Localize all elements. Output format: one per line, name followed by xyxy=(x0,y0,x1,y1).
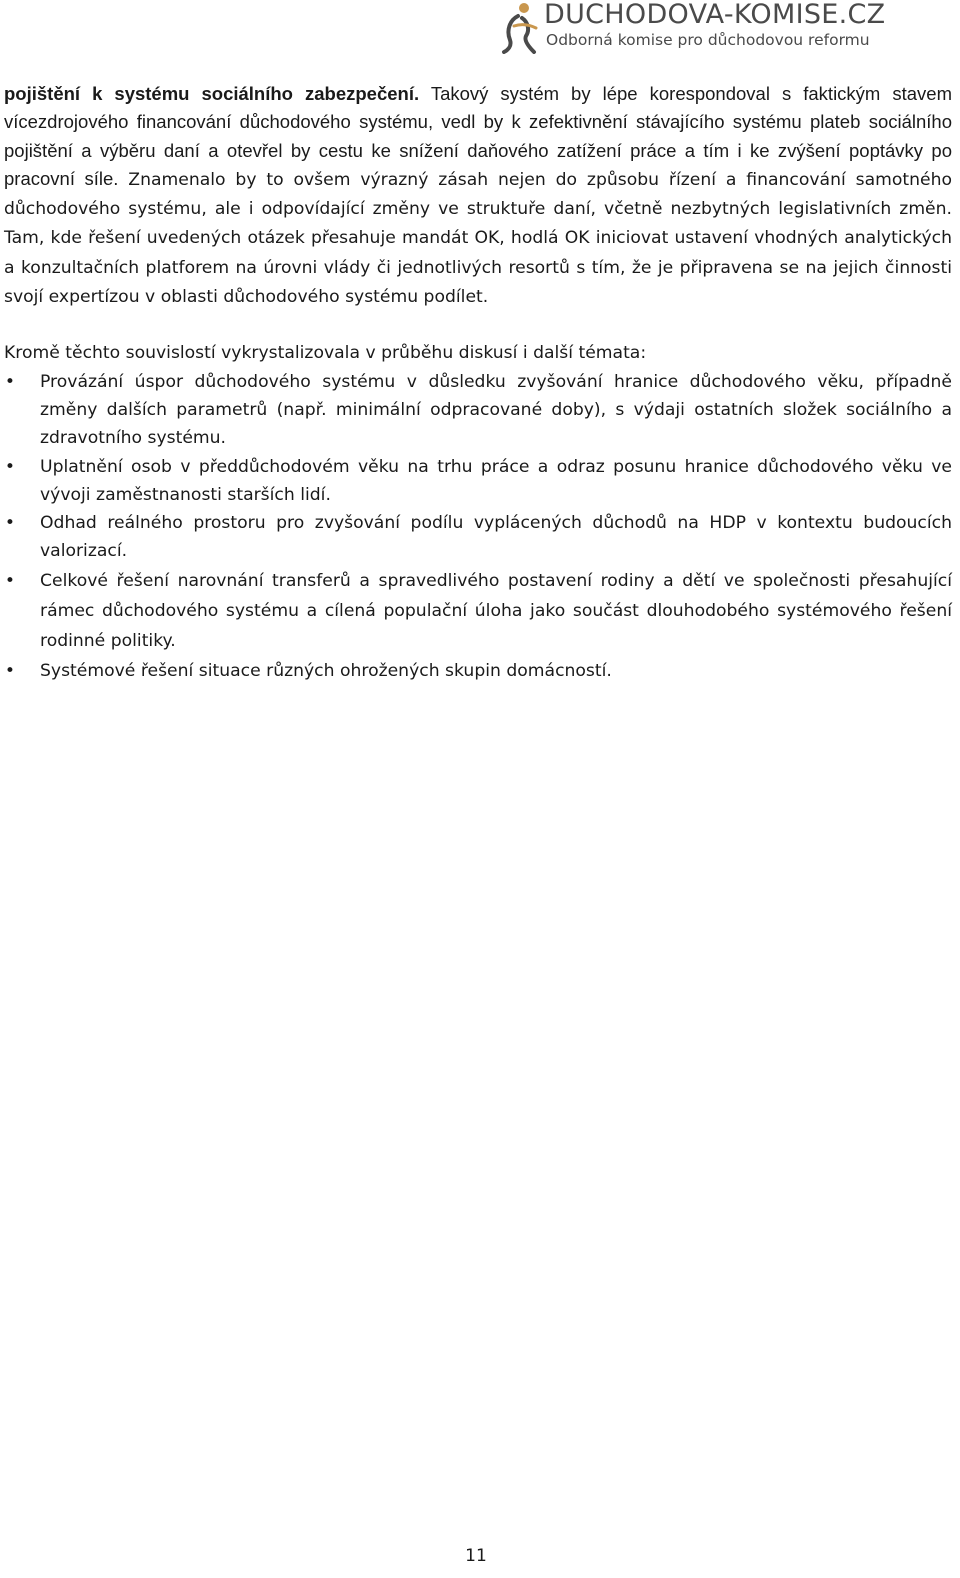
list-item xyxy=(4,368,952,453)
page-number: 11 xyxy=(465,1546,487,1566)
bullet-icon: • xyxy=(4,371,16,392)
list-item-text: Provázání úspor důchodového systému v důsledku zvyšování hranice důchodového věku, případně změny dalších parametrů (např. minimální odpracované doby), s výdaji ostatních složek sociálního a zdravotního systému. xyxy=(40,371,952,449)
header-logo xyxy=(500,0,940,56)
list-item xyxy=(4,656,952,686)
logo-title: DUCHODOVA-KOMISE.CZ xyxy=(544,0,886,30)
bullet-icon: • xyxy=(4,570,16,591)
paragraph-1-bold-lead: pojištění k systému sociálního zabezpečení. xyxy=(4,83,420,104)
paragraph-1-text-b: Znamenalo by to ovšem výrazný zásah nejen do způsobu řízení a financování samotného důchodového systému, ale i odpovídající změny ve struktuře daní, včetně nezbytných legislativních změn. Tam, kde řešení uvedených otázek přesahuje mandát OK, hodlá OK iniciovat ustavení vhodných analytických a konzultačních platforem na úrovni vlády či jednotlivých resortů s tím, že je připravena se na jejich činnosti svojí expertízou v oblasti důchodového systému podílet. xyxy=(4,169,952,308)
bullet-icon: • xyxy=(4,513,16,534)
bullet-icon: • xyxy=(4,660,16,681)
topics-intro: Kromě těchto souvislostí vykrystalizovala v průběhu diskusí i další témata: xyxy=(4,343,647,364)
list-item-text: Celkové řešení narovnání transferů a spravedlivého postavení rodiny a dětí ve společnosti přesahující rámec důchodového systému a cílená populační úloha jako součást dlouhodobého systémového řešení rodinné politiky. xyxy=(40,570,952,651)
paragraph-1 xyxy=(4,80,952,311)
logo-subtitle: Odborná komise pro důchodovou reformu xyxy=(546,31,870,49)
list-item-text: Odhad reálného prostoru pro zvyšování podílu vyplácených důchodů na HDP v kontextu budoucích valorizací. xyxy=(40,513,952,562)
bullet-icon: • xyxy=(4,456,16,477)
list-item xyxy=(4,453,952,510)
document-body xyxy=(4,80,952,686)
topics-list xyxy=(4,368,952,686)
list-item-text: Systémové řešení situace různých ohrožených skupin domácností. xyxy=(40,660,612,681)
runners-logo-icon xyxy=(500,0,544,54)
list-item-text: Uplatnění osob v předdůchodovém věku na trhu práce a odraz posunu hranice důchodového věku ve vývoji zaměstnanosti starších lidí. xyxy=(40,456,952,505)
list-item xyxy=(4,566,952,656)
list-item xyxy=(4,509,952,566)
paragraph-1-text-a: Takový systém by lépe korespondoval s faktickým stavem vícezdrojového financování důchodového systému, vedl by k zefektivnění stávajícího systému plateb sociálního pojištění a výběru daní a otevřel by cestu ke snížení daňového zatížení práce a tím i ke zvýšení poptávky po pracovní síle. xyxy=(4,83,952,189)
